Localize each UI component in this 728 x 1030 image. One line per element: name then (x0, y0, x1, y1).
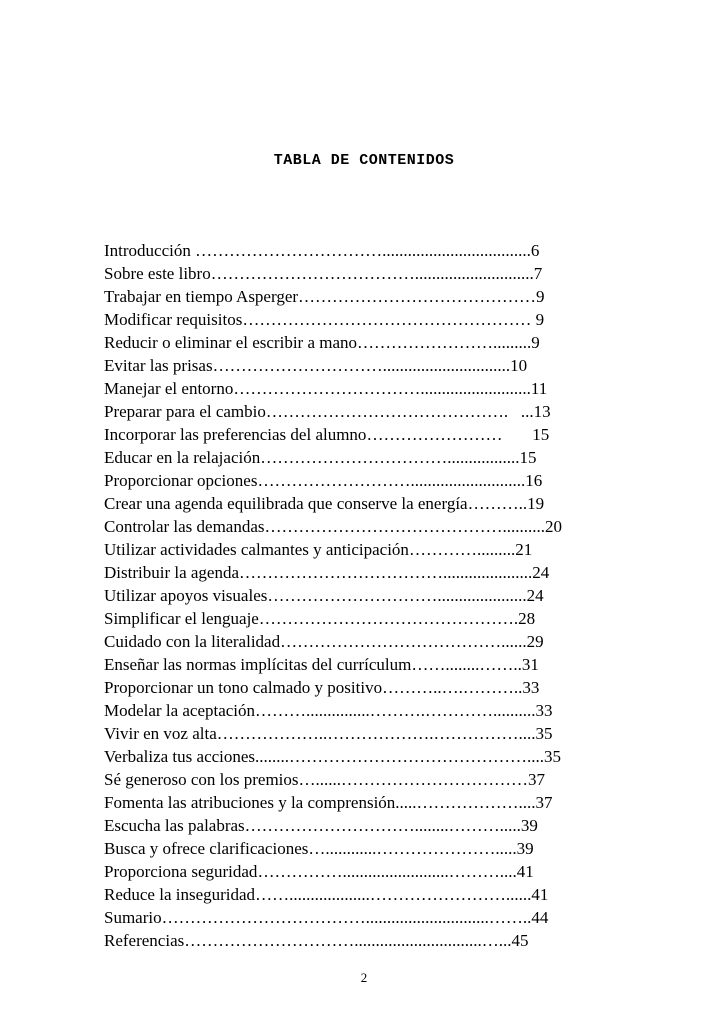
toc-entry (104, 745, 562, 768)
toc-entry-title: Trabajar en tiempo Asperger (104, 287, 299, 306)
toc-entry-leader: …………......... (408, 540, 516, 559)
toc-entry-title: Modelar la aceptación (104, 701, 256, 720)
toc-entry-page: 41 (531, 885, 549, 904)
toc-entry-title: Busca y ofrece clarificaciones (104, 839, 309, 858)
toc-entry-page: 31 (521, 655, 539, 674)
toc-entry-page: 37 (528, 770, 546, 789)
toc-entry (104, 469, 562, 492)
toc-entry-page: 29 (526, 632, 544, 651)
toc-entry-leader: ……...................……………………...... (255, 885, 532, 904)
toc-entry-page: 24 (526, 586, 544, 605)
toc-entry-page: 9 (535, 310, 545, 329)
toc-entry-leader: ……………………………................................... (195, 241, 531, 260)
toc-entry-leader: ……………………………….............................…….. (161, 908, 532, 927)
toc-entry (104, 929, 562, 952)
toc-entry-page: 9 (531, 333, 540, 352)
toc-entry-page: 6 (530, 241, 540, 260)
toc-entry-page: 39 (520, 816, 538, 835)
toc-entry-leader: ……........…….. (411, 655, 522, 674)
toc-entry-title: Sé generoso con los premios (104, 770, 299, 789)
toc-entry (104, 492, 562, 515)
toc-entry-page: 45 (511, 931, 529, 950)
toc-entry-title: Manejar el entorno (104, 379, 234, 398)
toc-entry-title: Sobre este libro (104, 264, 211, 283)
toc-entry-leader: ………..….……….. (382, 678, 523, 697)
toc-entry-title: Sumario (104, 908, 162, 927)
toc-entry-page: 33 (535, 701, 553, 720)
toc-entry (104, 653, 562, 676)
toc-entry-leader: ………………………….............................. (212, 356, 511, 375)
toc-entry-page: 35 (544, 747, 562, 766)
toc-entry-title: Evitar las prisas (104, 356, 213, 375)
toc-entry-title: Escucha las palabras (104, 816, 245, 835)
toc-entry (104, 377, 562, 400)
toc-entry-title: Modificar requisitos (104, 310, 243, 329)
toc-list (104, 239, 562, 952)
toc-entry (104, 515, 562, 538)
toc-entry-leader: …......…………………………… (298, 770, 529, 789)
toc-entry-leader: …………………………………… (298, 287, 537, 306)
toc-entry-title: Distribuir la agenda (104, 563, 240, 582)
toc-entry (104, 423, 562, 446)
toc-entry-title: Proporciona seguridad (104, 862, 258, 881)
toc-entry (104, 676, 562, 699)
toc-entry-title: Reducir o eliminar el escribir a mano (104, 333, 358, 352)
toc-entry-page: 39 (516, 839, 534, 858)
toc-entry (104, 331, 562, 354)
toc-entry-title: Educar en la relajación (104, 448, 261, 467)
toc-entry (104, 883, 562, 906)
toc-entry-page: 13 (533, 402, 551, 421)
toc-entry-leader: …………………………………….......... (264, 517, 546, 536)
toc-entry (104, 837, 562, 860)
toc-entry (104, 561, 562, 584)
toc-entry-title: Cuidado con la literalidad (104, 632, 281, 651)
toc-entry-leader: …………………………..................... (267, 586, 527, 605)
toc-entry-leader: …………………………..............................…... (184, 931, 512, 950)
toc-entry (104, 400, 562, 423)
toc-entry-title: Vivir en voz alta (104, 724, 217, 743)
toc-entry-leader: …………………………………...... (280, 632, 527, 651)
toc-entry (104, 791, 562, 814)
toc-entry-title: Utilizar apoyos visuales (104, 586, 268, 605)
toc-entry-leader: ………………………………............................ (210, 264, 534, 283)
toc-entry (104, 538, 562, 561)
page-number: 2 (360, 970, 368, 985)
toc-entry (104, 768, 562, 791)
toc-entry-title: Fomenta las atribuciones y la comprensión (104, 793, 396, 812)
toc-entry-title: Verbaliza tus acciones (104, 747, 256, 766)
toc-entry-leader: ………………………………..................... (239, 563, 533, 582)
toc-entry (104, 814, 562, 837)
toc-entry (104, 584, 562, 607)
toc-entry (104, 607, 562, 630)
toc-entry-page: 19 (527, 494, 545, 513)
toc-entry (104, 860, 562, 883)
toc-entry-leader: …………………………………………… (242, 310, 536, 329)
toc-entry-page: 15 (532, 425, 550, 444)
toc-entry (104, 285, 562, 308)
toc-entry (104, 262, 562, 285)
toc-entry-title: Proporcionar un tono calmado y positivo (104, 678, 383, 697)
toc-entry (104, 308, 562, 331)
toc-entry-page: 35 (535, 724, 553, 743)
toc-entry-leader: ……………………………………. ... (265, 402, 534, 421)
toc-entry-page: 21 (515, 540, 533, 559)
toc-entry-leader: …………….........................……….... (257, 862, 517, 881)
toc-entry (104, 906, 562, 929)
toc-entry (104, 239, 562, 262)
toc-entry-leader: ………………………………………. (258, 609, 519, 628)
toc-entry-page: 28 (518, 609, 536, 628)
toc-entry (104, 630, 562, 653)
toc-entry-page: 16 (525, 471, 543, 490)
toc-entry-leader: ……………………......... (357, 333, 532, 352)
toc-entry-page: 44 (531, 908, 549, 927)
toc-entry-title: Incorporar las preferencias del alumno (104, 425, 367, 444)
toc-entry-page: 37 (535, 793, 553, 812)
toc-entry-page: 15 (519, 448, 537, 467)
toc-entry-title: Referencias (104, 931, 185, 950)
toc-entry-title: Utilizar actividades calmantes y anticipación (104, 540, 409, 559)
toc-entry-title: Controlar las demandas (104, 517, 265, 536)
toc-entry-leader: ........…………………………………….... (255, 747, 545, 766)
toc-entry-leader: ………………………........................... (257, 471, 526, 490)
toc-entry-leader: .....……………….... (395, 793, 536, 812)
toc-entry-leader: …............…………………..... (308, 839, 517, 858)
toc-entry-leader: ……………………………................. (260, 448, 520, 467)
toc-title: TABLA DE CONTENIDOS (273, 152, 455, 169)
toc-entry-title: Preparar para el cambio (104, 402, 266, 421)
toc-entry-title: Enseñar las normas implícitas del currículum (104, 655, 412, 674)
toc-entry-title: Introducción (104, 241, 196, 260)
toc-entry-page: 33 (522, 678, 540, 697)
toc-entry (104, 354, 562, 377)
toc-entry-leader: ………………..……………….…………….... (216, 724, 536, 743)
toc-entry-page: 7 (533, 264, 543, 283)
toc-entry-title: Reduce la inseguridad (104, 885, 256, 904)
toc-entry-page: 11 (530, 379, 548, 398)
toc-entry (104, 446, 562, 469)
toc-entry-page: 41 (516, 862, 534, 881)
toc-entry (104, 699, 562, 722)
toc-entry-leader: …………………… (366, 425, 533, 444)
toc-entry-page: 9 (536, 287, 545, 306)
toc-entry-page: 24 (532, 563, 550, 582)
toc-entry-title: Crear una agenda equilibrada que conserve la energía (104, 494, 468, 513)
toc-entry-leader: …………………………….......................... (233, 379, 531, 398)
toc-entry-title: Proporcionar opciones (104, 471, 258, 490)
toc-entry-leader: ………...............……….………….......... (255, 701, 536, 720)
toc-entry (104, 722, 562, 745)
toc-entry-leader: ……….. (467, 494, 528, 513)
toc-entry-title: Simplificar el lenguaje (104, 609, 259, 628)
toc-entry-page: 20 (545, 517, 563, 536)
toc-entry-leader: …………………………........………..... (244, 816, 521, 835)
toc-entry-page: 10 (510, 356, 528, 375)
